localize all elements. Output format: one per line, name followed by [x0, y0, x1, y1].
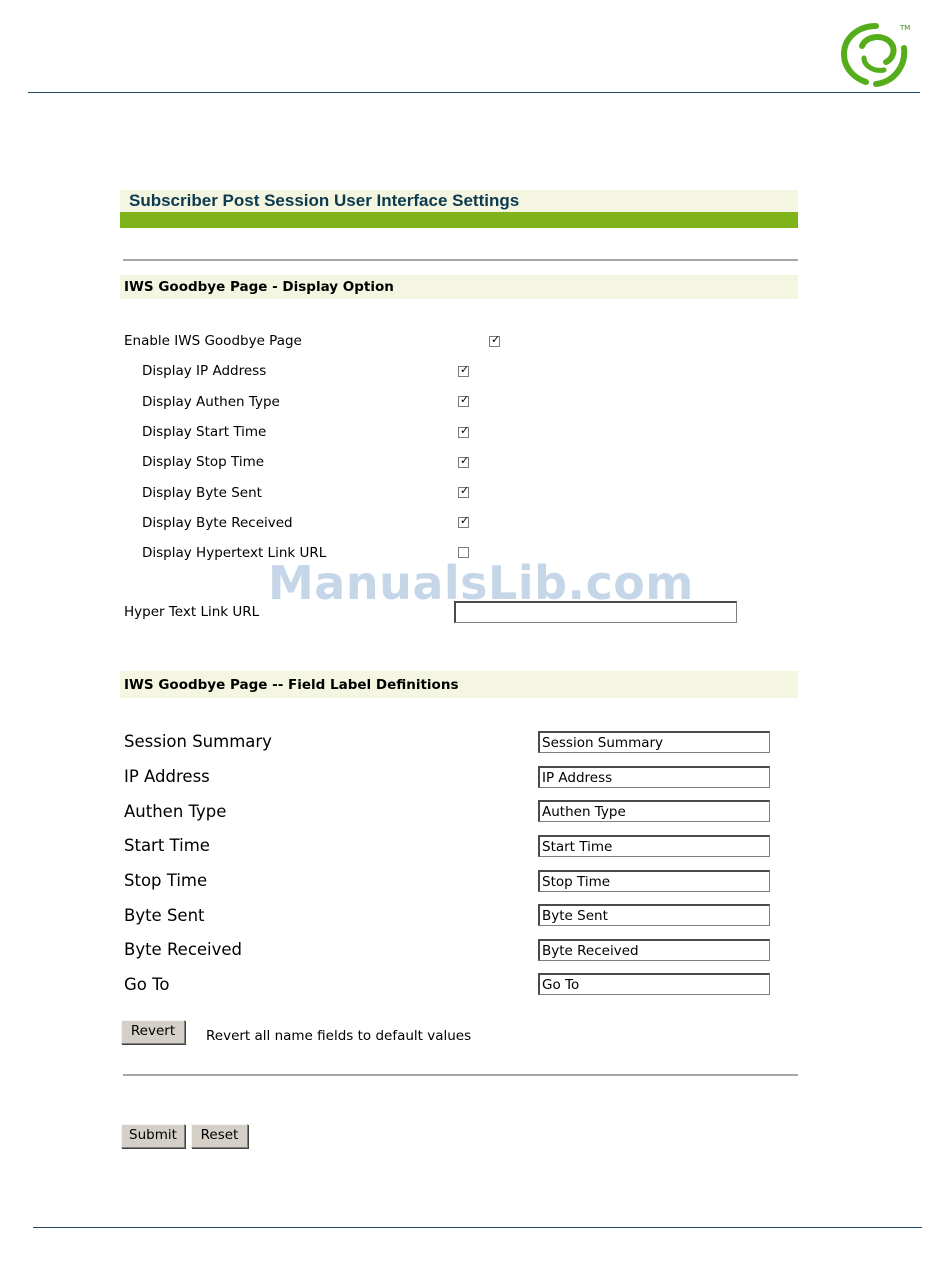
- ip-address-label: IP Address: [124, 767, 210, 786]
- display-hypertext-link-url-label: Display Hypertext Link URL: [142, 545, 327, 561]
- field-labels-heading: IWS Goodbye Page -- Field Label Definitions: [124, 677, 459, 693]
- display-ip-address-label: Display IP Address: [142, 363, 267, 379]
- swirl-logo-icon: [836, 18, 916, 90]
- revert-button[interactable]: Revert: [121, 1020, 185, 1044]
- stop-time-label: Stop Time: [124, 871, 208, 890]
- start-time-field[interactable]: [538, 835, 770, 857]
- authen-type-field[interactable]: [538, 800, 770, 822]
- display-option-heading: IWS Goodbye Page - Display Option: [124, 279, 394, 295]
- hyper-text-link-url-label: Hyper Text Link URL: [124, 604, 260, 620]
- divider: [123, 259, 798, 261]
- display-stop-time-checkbox[interactable]: ✓: [460, 454, 470, 467]
- byte-received-field[interactable]: [538, 939, 770, 961]
- reset-button[interactable]: Reset: [191, 1124, 248, 1148]
- display-authen-type-checkbox[interactable]: ✓: [460, 393, 470, 406]
- ip-address-field[interactable]: [538, 766, 770, 788]
- session-summary-field[interactable]: [538, 731, 770, 753]
- divider: [123, 1074, 798, 1076]
- header-rule: [28, 92, 920, 93]
- page-title-accent-bar: [120, 212, 798, 228]
- byte-sent-label: Byte Sent: [124, 906, 205, 925]
- watermark: ManualsLib.com: [268, 556, 694, 610]
- display-start-time-label: Display Start Time: [142, 424, 267, 440]
- footer-rule: [33, 1227, 922, 1228]
- display-ip-address-checkbox[interactable]: ✓: [460, 363, 470, 376]
- enable-goodbye-page-checkbox[interactable]: ✓: [491, 333, 501, 346]
- enable-goodbye-page-label: Enable IWS Goodbye Page: [124, 333, 302, 349]
- display-start-time-checkbox[interactable]: ✓: [460, 424, 470, 437]
- display-stop-time-label: Display Stop Time: [142, 454, 265, 470]
- byte-sent-field[interactable]: [538, 904, 770, 926]
- go-to-label: Go To: [124, 975, 170, 994]
- page-title: Subscriber Post Session User Interface Settings: [129, 191, 520, 210]
- authen-type-label: Authen Type: [124, 802, 227, 821]
- display-byte-received-checkbox[interactable]: ✓: [460, 514, 470, 527]
- session-summary-label: Session Summary: [124, 732, 272, 751]
- submit-button[interactable]: Submit: [121, 1124, 185, 1148]
- display-authen-type-label: Display Authen Type: [142, 394, 280, 410]
- trademark-text: TM: [900, 24, 911, 32]
- stop-time-field[interactable]: [538, 870, 770, 892]
- display-byte-sent-checkbox[interactable]: ✓: [460, 484, 470, 497]
- start-time-label: Start Time: [124, 836, 210, 855]
- revert-description: Revert all name fields to default values: [206, 1028, 472, 1044]
- byte-received-label: Byte Received: [124, 940, 243, 959]
- display-byte-received-label: Display Byte Received: [142, 515, 293, 531]
- display-byte-sent-label: Display Byte Sent: [142, 485, 262, 501]
- go-to-field[interactable]: [538, 973, 770, 995]
